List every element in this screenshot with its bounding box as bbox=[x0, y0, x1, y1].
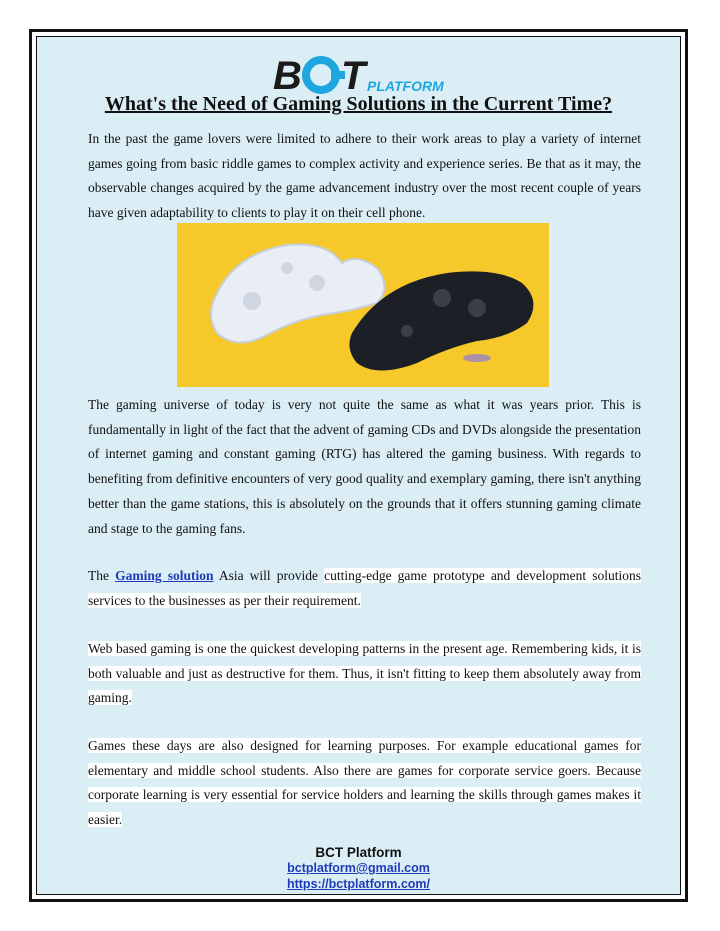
bct-platform-logo bbox=[273, 53, 493, 97]
paragraph-gaming-universe: The gaming universe of today is very not quite the same as what it was years prior. This is fundamentally in light of the fact that the advent of gaming CDs and DVDs alongside the presentation of internet gaming and constant gaming (RTG) has altered the gaming business. With regards to benefiting from definitive encounters of very good quality and exemplary gaming, there isn't anything better than the game stations, this is absolutely on the grounds that it offers stunning gaming climate and stage to the gaming fans. bbox=[88, 397, 641, 536]
p3-mid: Asia will provide bbox=[218, 568, 318, 583]
svg-text:T: T bbox=[341, 54, 366, 97]
paragraph-intro: In the past the game lovers were limited to adhere to their work areas to play a variety of internet games going from basic riddle games to complex activity and experience series. Be that as it may, the observable changes acquired by the game advancement industry over the most recent couple of years have given adaptability to clients to play it on their cell phone. bbox=[88, 131, 641, 221]
paragraph-learning-games bbox=[88, 734, 641, 833]
document-page bbox=[36, 36, 681, 895]
p3-highlight: cutting-edge game prototype and development solutions services to the businesses as per their requirement. bbox=[88, 568, 641, 608]
footer-company: BCT Platform bbox=[315, 845, 402, 860]
paragraph-web-gaming bbox=[88, 637, 641, 711]
footer-website-link[interactable]: https://bctplatform.com/ bbox=[286, 877, 431, 891]
svg-text:PLATFORM: PLATFORM bbox=[367, 78, 444, 94]
footer-email-link[interactable]: bctplatform@gmail.com bbox=[287, 861, 430, 875]
gaming-solution-link[interactable]: Gaming solution bbox=[115, 568, 214, 583]
game-controllers-image bbox=[177, 223, 549, 387]
p5-highlight: Games these days are also designed for learning purposes. For example educational games for elementary and middle school students. Also there are games for corporate service goers. Because corporate learning is very essential for service holders and learning the skills through games makes it easier. bbox=[88, 738, 641, 828]
p4-highlight: Web based gaming is one the quickest developing patterns in the present age. Remembering kids, it is both valuable and just as destructive for them. Thus, it isn't fitting to keep them absolutely away from gaming. bbox=[88, 641, 641, 706]
svg-text:B: B bbox=[273, 54, 302, 97]
paragraph-gaming-solution bbox=[88, 564, 641, 613]
p3-prefix: The bbox=[88, 568, 109, 583]
page-border bbox=[29, 29, 688, 902]
page-title: What's the Need of Gaming Solutions in the Current Time? bbox=[104, 93, 613, 115]
